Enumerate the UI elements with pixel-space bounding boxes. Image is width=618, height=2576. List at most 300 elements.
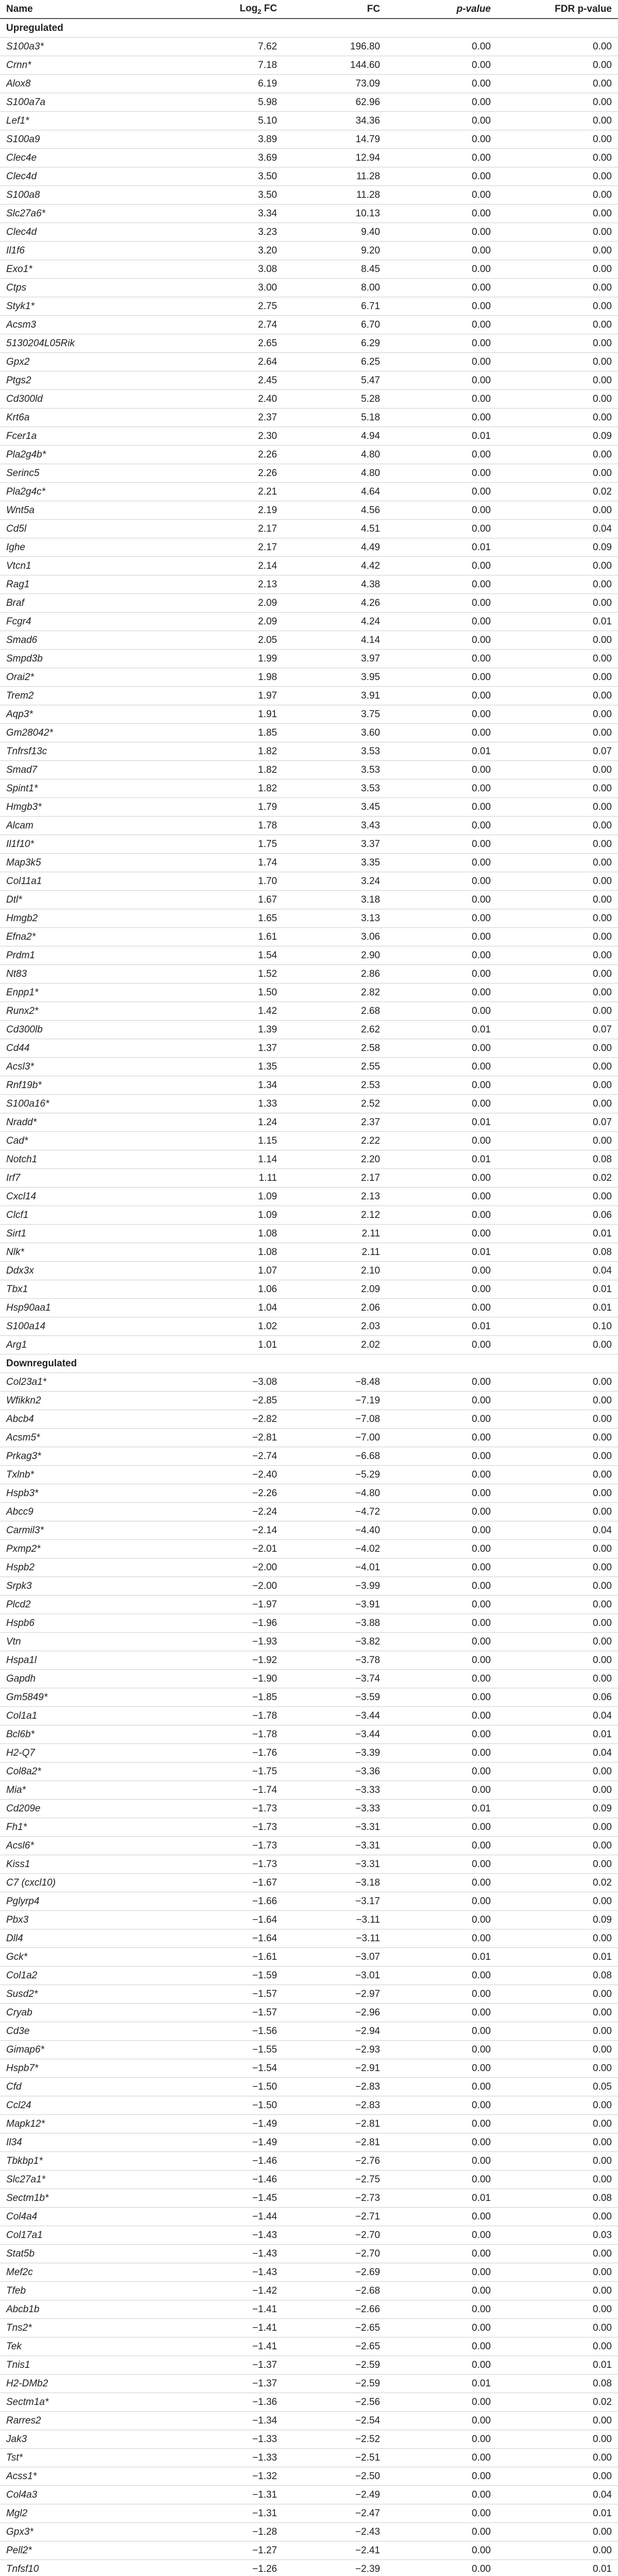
table-row [0, 1188, 618, 1206]
gene-name-cell: Clcf1 [0, 1206, 175, 1225]
fdr-cell: 0.00 [497, 1633, 618, 1651]
log2fc-cell: 2.74 [175, 316, 283, 334]
fc-cell: −3.74 [283, 1670, 386, 1688]
name-column-header: Name [0, 0, 175, 19]
fc-cell: 3.53 [283, 761, 386, 779]
log2fc-cell: 2.75 [175, 297, 283, 316]
log2fc-cell: 1.11 [175, 1169, 283, 1188]
fc-cell: 2.02 [283, 1336, 386, 1354]
table-row [0, 1874, 618, 1892]
pvalue-cell: 0.00 [386, 2133, 497, 2152]
fdr-cell: 0.00 [497, 1837, 618, 1855]
log2fc-cell: 1.52 [175, 965, 283, 984]
gene-name-cell: Plcd2 [0, 1596, 175, 1614]
gene-name-cell: S100a7a [0, 93, 175, 112]
fdr-cell: 0.00 [497, 1447, 618, 1466]
table-row [0, 2022, 618, 2041]
fdr-cell: 0.00 [497, 946, 618, 965]
log2fc-cell: −1.46 [175, 2171, 283, 2189]
gene-name-cell: Sectm1b* [0, 2189, 175, 2208]
log2fc-cell: −1.54 [175, 2059, 283, 2078]
fc-cell: −2.39 [283, 2560, 386, 2576]
fdr-cell: 0.00 [497, 409, 618, 427]
fdr-cell: 0.00 [497, 1484, 618, 1503]
log2fc-subscript: 2 [258, 7, 262, 15]
fdr-cell: 0.07 [497, 742, 618, 761]
fdr-cell: 0.09 [497, 538, 618, 557]
gene-name-cell: Tnfsf10 [0, 2560, 175, 2576]
gene-name-cell: S100a9 [0, 130, 175, 149]
log2fc-cell: 1.82 [175, 779, 283, 798]
table-row [0, 2449, 618, 2467]
log2fc-cell: −1.92 [175, 1651, 283, 1670]
fc-cell: 2.62 [283, 1021, 386, 1039]
table-row [0, 409, 618, 427]
gene-name-cell: Acsl3* [0, 1058, 175, 1076]
gene-name-cell: Map3k5 [0, 854, 175, 872]
fdr-cell: 0.00 [497, 2022, 618, 2041]
log2fc-cell: 1.09 [175, 1188, 283, 1206]
pvalue-cell: 0.00 [386, 1837, 497, 1855]
pvalue-cell: 0.01 [386, 427, 497, 446]
table-row [0, 1095, 618, 1113]
pvalue-cell: 0.00 [386, 2059, 497, 2078]
fc-cell: 34.36 [283, 112, 386, 130]
gene-name-cell: Sirt1 [0, 1225, 175, 1243]
log2fc-cell: −2.81 [175, 1429, 283, 1447]
log2fc-cell: 1.14 [175, 1150, 283, 1169]
fc-cell: −3.11 [283, 1929, 386, 1948]
pvalue-cell: 0.00 [386, 205, 497, 223]
table-row [0, 2393, 618, 2412]
log2fc-column-header [175, 0, 283, 19]
fc-cell: 3.13 [283, 909, 386, 928]
pvalue-cell: 0.00 [386, 75, 497, 93]
fdr-cell: 0.02 [497, 1169, 618, 1188]
pvalue-cell: 0.00 [386, 2412, 497, 2430]
gene-name-cell: Hspb3* [0, 1484, 175, 1503]
log2fc-cell: 2.26 [175, 446, 283, 464]
log2fc-cell: −1.43 [175, 2245, 283, 2263]
fdr-cell: 0.04 [497, 1707, 618, 1725]
fdr-cell: 0.00 [497, 2041, 618, 2059]
gene-name-cell: Tst* [0, 2449, 175, 2467]
fdr-cell: 0.00 [497, 1002, 618, 1021]
fdr-cell: 0.00 [497, 2319, 618, 2337]
log2fc-cell: 1.78 [175, 817, 283, 835]
table-row [0, 2430, 618, 2449]
gene-name-cell: S100a16* [0, 1095, 175, 1113]
pvalue-cell: 0.00 [386, 2004, 497, 2022]
gene-name-cell: C7 (cxcl10) [0, 1874, 175, 1892]
fdr-cell: 0.00 [497, 687, 618, 705]
log2fc-cell: −1.34 [175, 2412, 283, 2430]
table-row [0, 1447, 618, 1466]
table-row [0, 891, 618, 909]
fdr-cell: 0.00 [497, 297, 618, 316]
fc-cell: 5.28 [283, 390, 386, 409]
pvalue-cell: 0.00 [386, 1188, 497, 1206]
pvalue-cell: 0.00 [386, 1744, 497, 1762]
fdr-cell: 0.00 [497, 353, 618, 371]
gene-name-cell: Gck* [0, 1948, 175, 1967]
pvalue-cell: 0.00 [386, 2541, 497, 2560]
fdr-cell: 0.00 [497, 724, 618, 742]
section-header-row [0, 1354, 618, 1373]
gene-name-cell: Tfeb [0, 2282, 175, 2300]
gene-name-cell: Tbkbp1* [0, 2152, 175, 2171]
log2fc-cell: 2.40 [175, 390, 283, 409]
gene-name-cell: Ighe [0, 538, 175, 557]
log2fc-cell: −1.61 [175, 1948, 283, 1967]
table-row [0, 1317, 618, 1336]
pvalue-cell: 0.00 [386, 242, 497, 260]
gene-name-cell: Smad7 [0, 761, 175, 779]
gene-name-cell: Acsm3 [0, 316, 175, 334]
gene-name-cell: Col11a1 [0, 872, 175, 891]
fdr-cell: 0.00 [497, 2171, 618, 2189]
fdr-cell: 0.00 [497, 835, 618, 854]
table-row [0, 650, 618, 668]
fdr-cell: 0.03 [497, 2226, 618, 2245]
pvalue-cell: 0.00 [386, 279, 497, 297]
pvalue-cell: 0.00 [386, 705, 497, 724]
pvalue-cell: 0.00 [386, 650, 497, 668]
gene-name-cell: Ptgs2 [0, 371, 175, 390]
log2fc-cell: 1.09 [175, 1206, 283, 1225]
log2fc-cell: −2.40 [175, 1466, 283, 1484]
log2fc-cell: 1.82 [175, 761, 283, 779]
pvalue-cell: 0.00 [386, 909, 497, 928]
gene-name-cell: Slc27a6* [0, 205, 175, 223]
log2fc-cell: −2.14 [175, 1521, 283, 1540]
pvalue-cell: 0.00 [386, 2504, 497, 2523]
gene-name-cell: Cd5l [0, 520, 175, 538]
table-row [0, 1596, 618, 1614]
pvalue-cell: 0.00 [386, 2319, 497, 2337]
pvalue-cell: 0.00 [386, 38, 497, 56]
pvalue-cell: 0.00 [386, 446, 497, 464]
pvalue-cell: 0.00 [386, 1781, 497, 1800]
pvalue-cell: 0.00 [386, 1058, 497, 1076]
log2fc-cell: −1.49 [175, 2115, 283, 2133]
gene-name-cell: Braf [0, 594, 175, 613]
table-row [0, 909, 618, 928]
pvalue-cell: 0.00 [386, 1076, 497, 1095]
fdr-cell: 0.01 [497, 2504, 618, 2523]
fc-cell: 14.79 [283, 130, 386, 149]
gene-name-cell: Gpx3* [0, 2523, 175, 2541]
fdr-cell: 0.06 [497, 1206, 618, 1225]
table-row [0, 761, 618, 779]
fdr-cell: 0.01 [497, 1948, 618, 1967]
gene-name-cell: Abcb1b [0, 2300, 175, 2319]
pvalue-column-header: p-value [386, 0, 497, 19]
table-row [0, 1021, 618, 1039]
pvalue-cell: 0.00 [386, 464, 497, 483]
log2fc-cell: −1.46 [175, 2152, 283, 2171]
pvalue-cell: 0.00 [386, 2115, 497, 2133]
log2fc-cell: −1.93 [175, 1633, 283, 1651]
fdr-cell: 0.00 [497, 93, 618, 112]
fc-cell: −3.88 [283, 1614, 386, 1633]
gene-name-cell: Il34 [0, 2133, 175, 2152]
log2fc-cell: 3.20 [175, 242, 283, 260]
pvalue-cell: 0.00 [386, 1336, 497, 1354]
fdr-cell: 0.00 [497, 779, 618, 798]
gene-name-cell: Aqp3* [0, 705, 175, 724]
pvalue-cell: 0.00 [386, 2171, 497, 2189]
fc-cell: 5.18 [283, 409, 386, 427]
pvalue-cell: 0.00 [386, 2152, 497, 2171]
fc-cell: −3.82 [283, 1633, 386, 1651]
gene-name-cell: Tnfrsf13c [0, 742, 175, 761]
pvalue-cell: 0.00 [386, 1299, 497, 1317]
table-row [0, 817, 618, 835]
gene-name-cell: Pla2g4c* [0, 483, 175, 501]
table-row [0, 779, 618, 798]
table-row [0, 1373, 618, 1392]
pvalue-cell: 0.00 [386, 149, 497, 167]
fc-cell: 11.28 [283, 167, 386, 186]
log2fc-cell: 1.33 [175, 1095, 283, 1113]
fc-cell: 73.09 [283, 75, 386, 93]
fdr-cell: 0.00 [497, 1781, 618, 1800]
table-row [0, 2171, 618, 2189]
fc-cell: 4.24 [283, 613, 386, 631]
log2fc-cell: −1.37 [175, 2356, 283, 2375]
pvalue-cell: 0.00 [386, 186, 497, 205]
table-row [0, 1243, 618, 1262]
log2fc-cell: −1.73 [175, 1837, 283, 1855]
fc-cell: −4.72 [283, 1503, 386, 1521]
fdr-cell: 0.00 [497, 891, 618, 909]
fdr-cell: 0.08 [497, 2375, 618, 2393]
fc-cell: 4.26 [283, 594, 386, 613]
table-row [0, 2004, 618, 2022]
fdr-column-header: FDR p-value [497, 0, 618, 19]
table-row [0, 149, 618, 167]
fc-cell: −2.50 [283, 2467, 386, 2486]
gene-name-cell: Runx2* [0, 1002, 175, 1021]
fc-cell: −2.68 [283, 2282, 386, 2300]
fc-cell: 2.11 [283, 1243, 386, 1262]
log2fc-cell: 1.79 [175, 798, 283, 817]
fc-cell: −4.40 [283, 1521, 386, 1540]
log2fc-cell: 2.64 [175, 353, 283, 371]
gene-name-cell: Crnn* [0, 56, 175, 75]
fc-cell: 3.24 [283, 872, 386, 891]
fdr-cell: 0.00 [497, 223, 618, 242]
log2fc-cell: 5.98 [175, 93, 283, 112]
gene-name-cell: Hmgb2 [0, 909, 175, 928]
gene-name-cell: Orai2* [0, 668, 175, 687]
table-row [0, 2300, 618, 2319]
fdr-cell: 0.01 [497, 2560, 618, 2576]
gene-name-cell: Dll4 [0, 1929, 175, 1948]
fdr-cell: 0.04 [497, 1521, 618, 1540]
log2fc-cell: −2.00 [175, 1577, 283, 1596]
table-row [0, 668, 618, 687]
fdr-cell: 0.02 [497, 483, 618, 501]
log2fc-cell: −1.76 [175, 1744, 283, 1762]
fc-cell: 11.28 [283, 186, 386, 205]
pvalue-cell: 0.00 [386, 112, 497, 130]
fdr-cell: 0.00 [497, 316, 618, 334]
pvalue-cell: 0.00 [386, 1540, 497, 1558]
fdr-cell: 0.02 [497, 2393, 618, 2412]
table-row [0, 520, 618, 538]
table-row [0, 854, 618, 872]
table-row [0, 724, 618, 742]
gene-name-cell: Krt6a [0, 409, 175, 427]
table-row [0, 2560, 618, 2576]
fdr-cell: 0.00 [497, 2208, 618, 2226]
fc-cell: −2.94 [283, 2022, 386, 2041]
fdr-cell: 0.00 [497, 854, 618, 872]
pvalue-cell: 0.01 [386, 1948, 497, 1967]
gene-name-cell: S100a3* [0, 38, 175, 56]
table-row [0, 798, 618, 817]
fdr-cell: 0.00 [497, 149, 618, 167]
table-row [0, 464, 618, 483]
table-row [0, 1837, 618, 1855]
table-row [0, 260, 618, 279]
table-row [0, 1670, 618, 1688]
table-row [0, 835, 618, 854]
gene-name-cell: Smpd3b [0, 650, 175, 668]
fdr-cell: 0.00 [497, 1558, 618, 1577]
fdr-cell: 0.00 [497, 242, 618, 260]
log2fc-cell: −1.56 [175, 2022, 283, 2041]
pvalue-cell: 0.00 [386, 316, 497, 334]
fdr-cell: 0.00 [497, 2263, 618, 2282]
pvalue-cell: 0.00 [386, 687, 497, 705]
fc-cell: −2.83 [283, 2096, 386, 2115]
gene-name-cell: Cfd [0, 2078, 175, 2096]
log2fc-cell: −1.43 [175, 2226, 283, 2245]
gene-name-cell: Clec4e [0, 149, 175, 167]
table-row [0, 705, 618, 724]
fc-cell: 12.94 [283, 149, 386, 167]
pvalue-cell: 0.00 [386, 1169, 497, 1188]
fdr-cell: 0.01 [497, 2356, 618, 2375]
log2fc-cell: −2.26 [175, 1484, 283, 1503]
fc-cell: −4.01 [283, 1558, 386, 1577]
pvalue-cell: 0.00 [386, 260, 497, 279]
fc-cell: 2.90 [283, 946, 386, 965]
fdr-cell: 0.00 [497, 1929, 618, 1948]
pvalue-cell: 0.00 [386, 56, 497, 75]
gene-name-cell: Lef1* [0, 112, 175, 130]
fc-cell: −7.00 [283, 1429, 386, 1447]
table-row [0, 2412, 618, 2430]
log2fc-cell: −1.26 [175, 2560, 283, 2576]
fdr-cell: 0.04 [497, 2486, 618, 2504]
fc-cell: 6.29 [283, 334, 386, 353]
fc-cell: 196.80 [283, 38, 386, 56]
gene-name-cell: Tek [0, 2337, 175, 2356]
gene-name-cell: Ctps [0, 279, 175, 297]
fc-cell: 2.03 [283, 1317, 386, 1336]
fc-cell: −2.93 [283, 2041, 386, 2059]
fc-cell: −2.96 [283, 2004, 386, 2022]
fdr-cell: 0.00 [497, 631, 618, 650]
log2fc-cell: 1.24 [175, 1113, 283, 1132]
table-row [0, 1633, 618, 1651]
fdr-cell: 0.00 [497, 446, 618, 464]
log2fc-cell: 1.85 [175, 724, 283, 742]
table-row [0, 1410, 618, 1429]
log2fc-cell: −1.33 [175, 2430, 283, 2449]
table-row [0, 1429, 618, 1447]
fdr-cell: 0.00 [497, 1614, 618, 1633]
gene-name-cell: Prdm1 [0, 946, 175, 965]
gene-name-cell: Col4a4 [0, 2208, 175, 2226]
gene-name-cell: Srpk3 [0, 1577, 175, 1596]
log2fc-cell: 1.97 [175, 687, 283, 705]
pvalue-cell: 0.00 [386, 1039, 497, 1058]
fc-cell: 4.94 [283, 427, 386, 446]
fdr-cell: 0.04 [497, 520, 618, 538]
pvalue-cell: 0.00 [386, 1521, 497, 1540]
log2fc-cell: −1.64 [175, 1929, 283, 1948]
gene-name-cell: Col17a1 [0, 2226, 175, 2245]
fdr-cell: 0.00 [497, 2412, 618, 2430]
section-header-row [0, 19, 618, 38]
table-row [0, 1521, 618, 1540]
gene-name-cell: S100a14 [0, 1317, 175, 1336]
fc-cell: 2.53 [283, 1076, 386, 1095]
table-row [0, 2208, 618, 2226]
log2fc-cell: −2.24 [175, 1503, 283, 1521]
gene-name-cell: Gpx2 [0, 353, 175, 371]
gene-name-cell: Abcc9 [0, 1503, 175, 1521]
fc-cell: −3.78 [283, 1651, 386, 1670]
gene-name-cell: Rag1 [0, 575, 175, 594]
fdr-cell: 0.00 [497, 1336, 618, 1354]
fc-cell: 2.17 [283, 1169, 386, 1188]
table-row [0, 427, 618, 446]
log2fc-cell: −3.08 [175, 1373, 283, 1392]
header-row [0, 0, 618, 19]
pvalue-cell: 0.00 [386, 2449, 497, 2467]
log2fc-cell: −1.90 [175, 1670, 283, 1688]
pvalue-cell: 0.00 [386, 167, 497, 186]
fdr-cell: 0.00 [497, 1095, 618, 1113]
log2fc-cell: 1.75 [175, 835, 283, 854]
fc-cell: −2.43 [283, 2523, 386, 2541]
gene-name-cell: Col1a1 [0, 1707, 175, 1725]
table-row [0, 2541, 618, 2560]
pvalue-cell: 0.00 [386, 2096, 497, 2115]
fc-cell: −3.39 [283, 1744, 386, 1762]
fdr-cell: 0.00 [497, 2337, 618, 2356]
fdr-cell: 0.00 [497, 186, 618, 205]
fc-cell: 62.96 [283, 93, 386, 112]
fdr-cell: 0.07 [497, 1021, 618, 1039]
table-row [0, 1169, 618, 1188]
pvalue-cell: 0.00 [386, 761, 497, 779]
fc-cell: −2.91 [283, 2059, 386, 2078]
gene-name-cell: S100a8 [0, 186, 175, 205]
pvalue-cell: 0.00 [386, 1614, 497, 1633]
gene-name-cell: Smad6 [0, 631, 175, 650]
pvalue-cell: 0.01 [386, 742, 497, 761]
gene-name-cell: Gimap6* [0, 2041, 175, 2059]
table-row [0, 186, 618, 205]
log2fc-base: Log [239, 3, 258, 14]
